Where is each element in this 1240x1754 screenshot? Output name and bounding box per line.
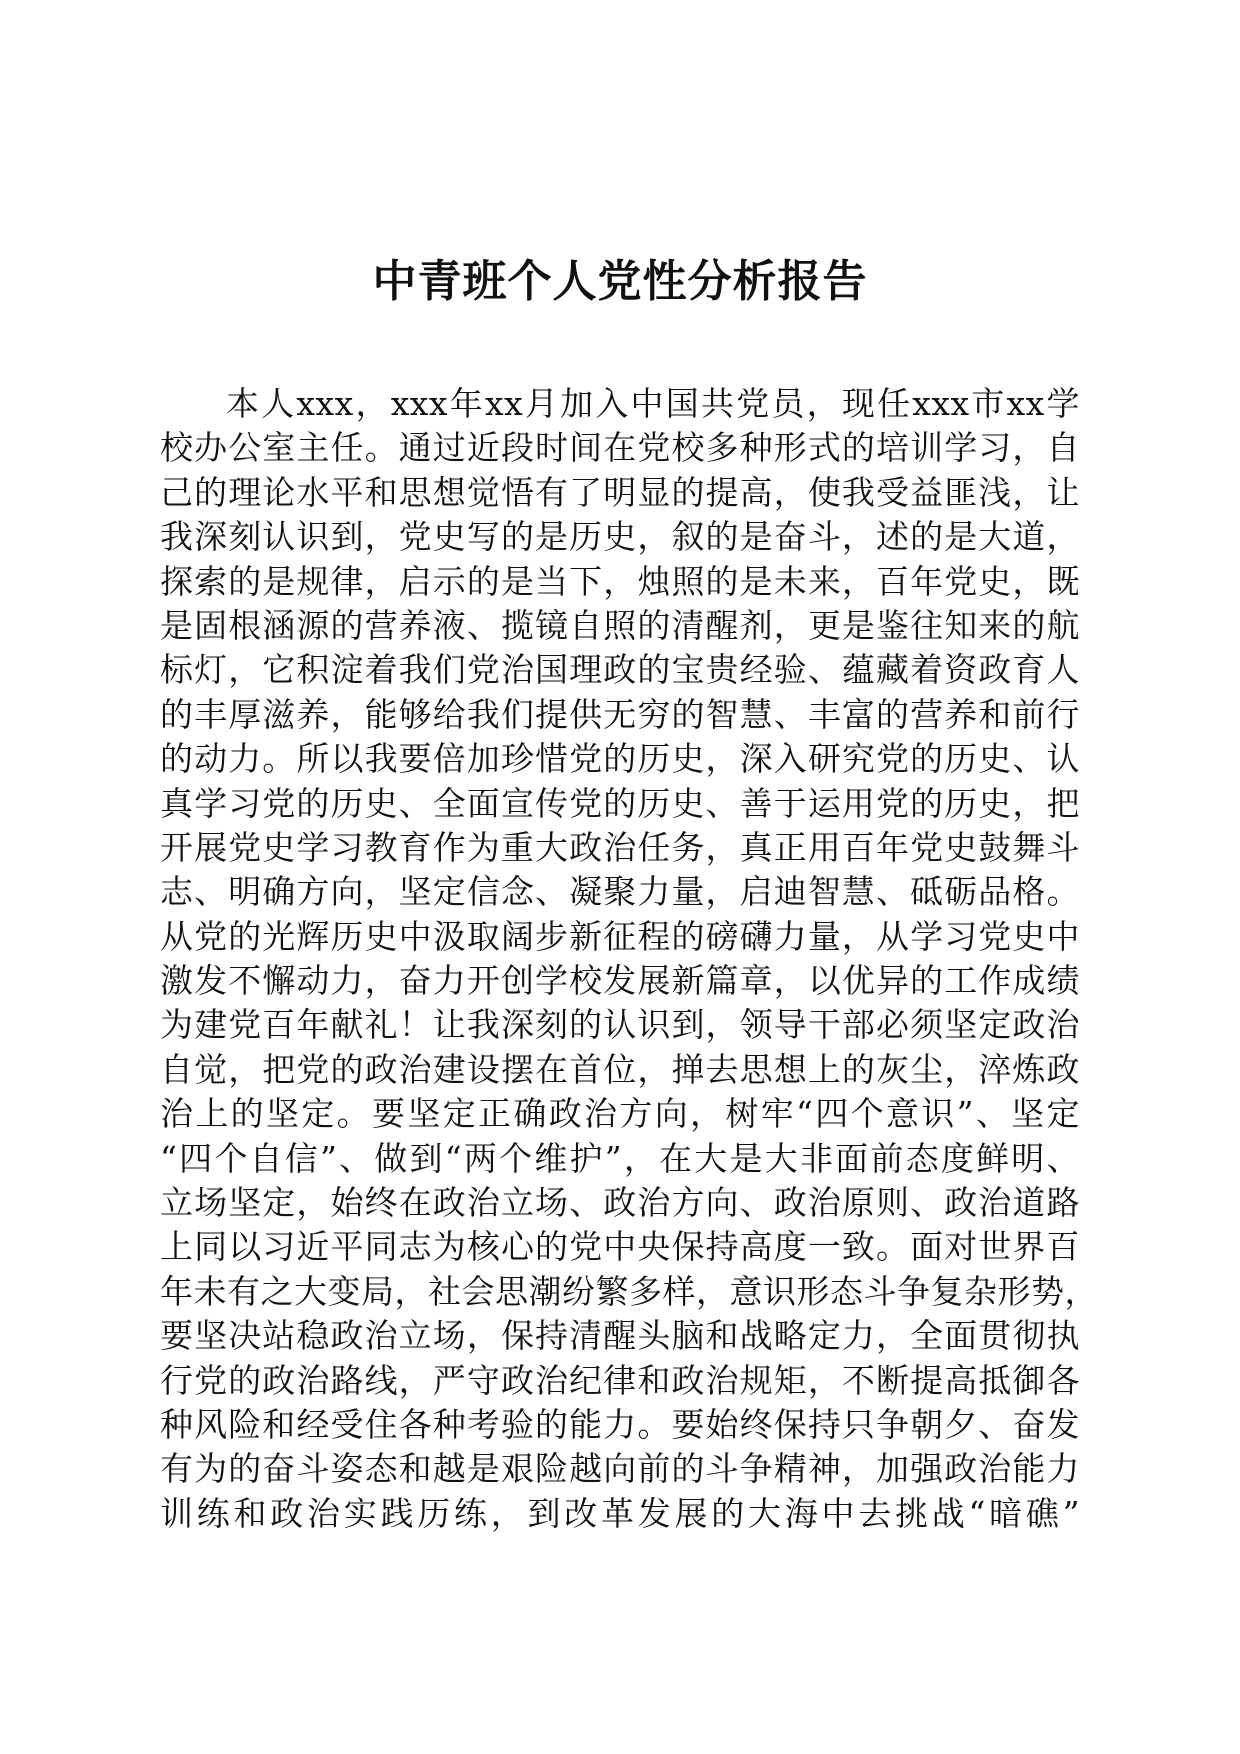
paragraph-line: 的丰厚滋养，能够给我们提供无穷的智慧、丰富的营养和前行	[160, 694, 1080, 734]
paragraph-line: 激发不懈动力，奋力开创学校发展新篇章，以优异的工作成绩	[160, 961, 1080, 1001]
paragraph-line: 探索的是规律，启示的是当下，烛照的是未来，百年党史，既	[160, 561, 1080, 601]
paragraph-line: 为建党百年献礼！让我深刻的认识到，领导干部必须坚定政治	[160, 1005, 1080, 1045]
paragraph-line: 有为的奋斗姿态和越是艰险越向前的斗争精神，加强政治能力	[160, 1449, 1080, 1489]
paragraph-line: “四个自信”、做到“两个维护”，在大是大非面前态度鲜明、	[160, 1138, 1080, 1178]
document-title: 中青班个人党性分析报告	[372, 256, 868, 307]
paragraph-line: 我深刻认识到，党史写的是历史，叙的是奋斗，述的是大道，	[160, 517, 1080, 557]
paragraph-line: 是固根涵源的营养液、揽镜自照的清醒剂，更是鉴往知来的航	[160, 605, 1080, 645]
paragraph-line: 开展党史学习教育作为重大政治任务，真正用百年党史鼓舞斗	[160, 827, 1080, 867]
paragraph-line: 本人xxx，xxx年xx月加入中国共党员，现任xxx市xx学	[226, 384, 1080, 423]
paragraph-line: 自觉，把党的政治建设摆在首位，掸去思想上的灰尘，淬炼政	[160, 1049, 1080, 1089]
paragraph-line: 从党的光辉历史中汲取阔步新征程的磅礴力量，从学习党史中	[160, 916, 1080, 956]
paragraph-line: 标灯，它积淀着我们党治国理政的宝贵经验、蕴藏着资政育人	[160, 650, 1080, 690]
paragraph-line: 行党的政治路线，严守政治纪律和政治规矩，不断提高抵御各	[160, 1360, 1080, 1400]
paragraph-line: 志、明确方向，坚定信念、凝聚力量，启迪智慧、砥砺品格。	[160, 872, 1080, 912]
paragraph-line: 立场坚定，始终在政治立场、政治方向、政治原则、政治道路	[160, 1183, 1080, 1223]
paragraph-line: 真学习党的历史、全面宣传党的历史、善于运用党的历史，把	[160, 783, 1080, 823]
document-body	[160, 382, 1098, 1536]
paragraph-line: 的动力。所以我要倍加珍惜党的历史，深入研究党的历史、认	[160, 739, 1080, 779]
paragraph-line: 训练和政治实践历练，到改革发展的大海中去挑战“暗礁”	[160, 1493, 1080, 1533]
paragraph-line: 己的理论水平和思想觉悟有了明显的提高，使我受益匪浅，让	[160, 472, 1080, 512]
paragraph-line: 治上的坚定。要坚定正确政治方向，树牢“四个意识”、坚定	[160, 1094, 1080, 1134]
paragraph-line: 校办公室主任。通过近段时间在党校多种形式的培训学习，自	[160, 428, 1080, 468]
paragraph-line: 要坚决站稳政治立场，保持清醒头脑和战略定力，全面贯彻执	[160, 1316, 1080, 1356]
paragraph-line: 年未有之大变局，社会思潮纷繁多样，意识形态斗争复杂形势，	[160, 1271, 1098, 1311]
paragraph-line: 种风险和经受住各种考验的能力。要始终保持只争朝夕、奋发	[160, 1404, 1080, 1444]
paragraph-line: 上同以习近平同志为核心的党中央保持高度一致。面对世界百	[160, 1227, 1080, 1267]
